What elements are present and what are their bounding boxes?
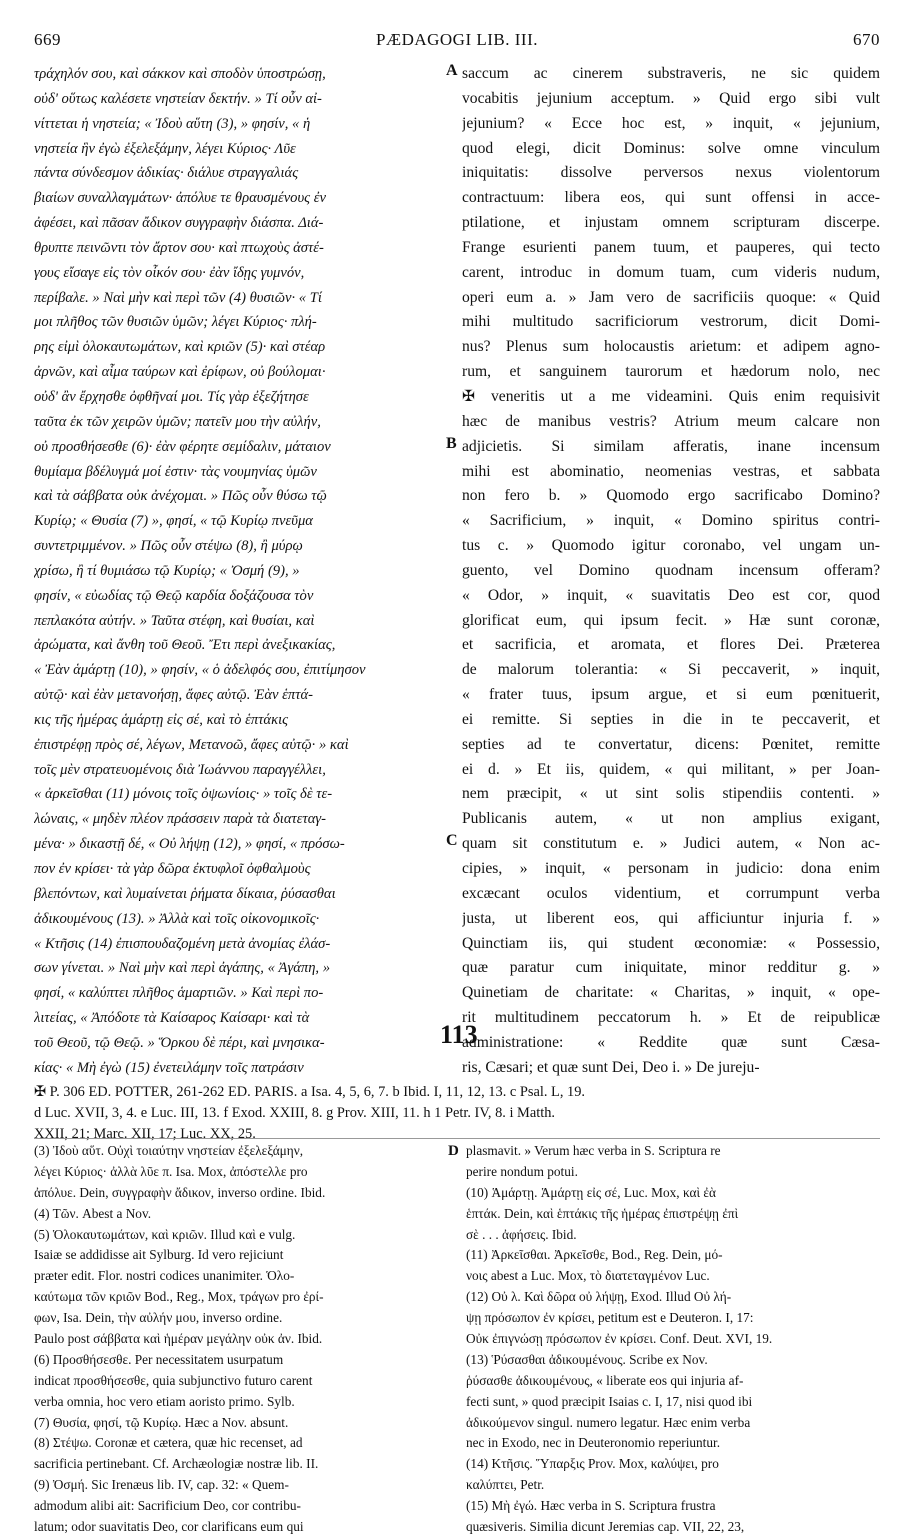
scripture-references [34,1082,880,1145]
footnote-line: Isaiæ se addidisse ait Sylburg. Id vero rejiciunt [34,1247,284,1263]
greek-text-line: φησίν, « εὐωδίας τῷ Θεῷ καρδία δοξάζουσα τὸν [34,587,314,604]
footnote-line: (8) Στέψω. Coronæ et cætera, quæ hic recenset, ad [34,1435,303,1451]
main-text [34,62,880,1081]
footnote-line: (6) Προσθήσεσθε. Per necessitatem usurpatum [34,1351,284,1367]
greek-text-line: λιτείας, « Ἀπόδοτε τὰ Καίσαρος Καίσαρι· καὶ τὰ [34,1010,310,1027]
footnote-line: indicat προσθήσεσθε, quia subjunctivo futuro carent [34,1372,313,1388]
latin-text-line: septies ad te convertatur, dicens: Pœnitet, remitte [462,735,880,753]
latin-text-line: ei remitte. Si septies in die in te peccaverit, et [462,710,880,728]
right-page-number: 670 [852,30,880,49]
latin-text-line: non fero b. » Quomodo ergo sacrificabo Domino? [462,487,880,505]
footnote-line: (9) Ὀσμή. Sic Irenæus lib. IV, cap. 32: « Quem- [34,1477,289,1493]
section-marker-c: C [446,832,458,849]
greek-text-line: χρίσω, ἢ τί θυμιάσω τῷ Κυρίῳ; « Ὀσμή (9), » [34,562,300,579]
footnote-line: φων, Isa. Dein, τὴν αὐλήν μου, inverso ordine. [34,1310,283,1326]
section-marker-d: D [448,1143,459,1159]
footnote-line: σὲ . . . ἀφήσεις. Ibid. [466,1226,577,1242]
footnote-line: (14) Κτῆσις. Ὕπαρξις Prov. Mox, καλύψει, pro [466,1456,719,1472]
latin-text-line: saccum ac cinerem substraveris, ne sic quidem [462,65,880,82]
footnote-line: καλύπτει, Petr. [466,1477,545,1493]
latin-text-line: rit multitudinem peccatorum h. » Et de reipublicæ [462,1009,880,1027]
latin-text-line: justa, ut liberent eos, qui afficiuntur injuria f. » [462,909,880,927]
greek-text-line: αὐτῷ· καὶ ἐὰν μετανοήσῃ, ἄφες αὐτῷ. Ἐὰν ἑπτά- [34,687,313,704]
latin-text-line: carent, introduc in domum tuam, cum videris nudum, [462,263,880,281]
latin-text-line: adjicietis. Si similam afferatis, inane incensum [462,437,880,455]
footnote-line: (4) Τῶν. Abest a Nov. [34,1205,152,1221]
footnote-line: perire nondum potui. [466,1163,578,1179]
latin-text-line: ris, Cæsari; et quæ sunt Dei, Deo i. » De jureju- [462,1058,760,1076]
footnote-line: fecti sunt, » quod præcipit Isaias c. I, 17, nisi quod ibi [466,1393,753,1409]
greek-text-line: νίττεται ἡ νηστεία; « Ἰδοὺ αὕτη (3), » φησίν, « ἡ [34,115,311,132]
greek-text-line: τράχηλόν σου, καὶ σάκκον καὶ σποδὸν ὑποστρώσῃ, [34,66,326,82]
reference-line: ✠ P. 306 ED. POTTER, 261-262 ED. PARIS. a Isa. 4, 5, 6, 7. b Ibid. I, 11, 12, 13. c Psal. L, 19. [34,1084,586,1100]
latin-text-line: quam sit constitutum e. » Judici autem, « Non ac- [462,835,880,853]
latin-text-line: nem præcipit, « ut sint solis stipendiis contenti. » [462,785,880,803]
footnote-line: admodum alibi ait: Sacrificium Deo, cor contribu- [34,1498,301,1514]
greek-text-line: ἀρνῶν, καὶ αἷμα ταύρων καὶ ἐρίφων, οὐ βούλομαι· [34,364,326,381]
edition-page-number: 113 [440,1020,478,1049]
latin-text-line: contractuum: libera eos, qui sunt offensi in acce- [462,189,880,207]
greek-text-line: « Κτῆσις (14) ἐπισπουδαζομένη μετὰ ἀνομίας ἐλάσ- [34,935,331,952]
latin-text-line: cipies, » inquit, « personam in judicio: dona enim [462,860,880,877]
latin-text-line: operi eum a. » Jam vero de sacrificiis quoque: « Quid [462,288,880,306]
footnote-line: (11) Ἀρκεῖσθαι. Ἀρκεῖσθε, Bod., Reg. Dein, μό- [466,1247,723,1263]
footnote-line: ἀπόλυε. Dein, συγγραφὴν ἄδικον, inverso ordine. Ibid. [34,1184,326,1200]
greek-text-line: μένα· » δικαστῇ δέ, « Οὐ λήψῃ (12), » φησί, « πρόσω- [34,836,345,853]
greek-text-line: κίας· « Μὴ ἐγὼ (15) ἐνετειλάμην τοῖς πατράσιν [34,1059,304,1076]
footnote-line: ῥύσασθε ἀδικουμένους, « liberate eos qui injuria af- [466,1372,744,1388]
greek-text-line: οὐδ' οὕτως καλέσετε νηστείαν δεκτήν. » Τί οὖν αἰ- [34,90,322,107]
latin-text-line: Frange esurienti panem tuum, et pauperes, qui tecto [462,238,880,256]
greek-text-line: οὐδ' ἂν ἔρχησθε ὀφθῆναί μοι. Τίς γὰρ ἐξεζήτησε [34,388,309,405]
latin-text-line: rum, et sanguinem taurorum et hædorum nolo, nec [462,363,880,381]
greek-text-line: κις τῆς ἡμέρας ἁμάρτῃ εἰς σέ, καὶ τὸ ἑπτάκις [34,711,289,728]
greek-text-line: γους εἴσαγε εἰς τὸν οἶκόν σου· ἐὰν ἴδῃς γυμνόν, [34,264,305,281]
greek-text-line: Κυρίῳ; « Θυσία (7) », φησί, « τῷ Κυρίῳ πνεῦμα [34,513,313,530]
footnote-line: Paulo post σάββατα καὶ ἡμέραν μεγάλην οὐκ ἀν. Ibid. [34,1331,323,1347]
greek-text-line: βλεπόντων, καὶ λυμαίνεται ῥήματα δίκαια, ῥύσασθαι [34,885,336,902]
greek-text-line: λώναις, « μηδὲν πλέον πράσσειν παρὰ τὰ διατεταγ- [34,811,326,828]
greek-text-line: ταῦτα ἐκ τῶν χειρῶν ὑμῶν; πατεῖν μου τὴν αὐλήν, [34,413,321,430]
footnote-line: (7) Θυσία, φησί, τῷ Κυρίῳ. Hæc a Nov. absunt. [34,1414,289,1430]
footnote-line: nec in Exodo, nec in Deuteronomio reperiuntur. [466,1435,721,1451]
footnote-line: Οὐκ ἐπιγνώσῃ πρόσωπον ἐν κρίσει. Conf. Deut. XVI, 19. [466,1331,773,1347]
latin-column [462,62,880,1081]
latin-text-line: excæcant oculos videntium, et corrumpunt verba [462,884,880,902]
greek-text-line: ρης εἰμὶ ὁλοκαυτωμάτων, καὶ κριῶν (5)· καὶ στέαρ [34,339,326,356]
latin-text-line: nus? Plenus sum holocaustis arietum: et adipem agno- [462,338,880,356]
latin-text-line: et sacrificia, et aromata, et flores Dei. Præterea [462,636,880,654]
footnote-line: λέγει Κύριος· ἀλλὰ λῦε π. Isa. Mox, ἀπόστελλε pro [34,1163,308,1179]
greek-text-line: ἐπιστρέφῃ πρὸς σέ, λέγων, Μετανοῶ, ἄφες αὐτῷ· » καὶ [34,736,349,753]
latin-text-line: jejunium? « Ecce hoc est, » inquit, « jejunium, [462,114,880,132]
footnote-line: νοις abest a Luc. Mox, τὸ διατεταγμένον Luc. [466,1268,710,1284]
latin-text-line: administratione: « Reddite quæ sunt Cæsa- [462,1033,880,1051]
footnote-line: καύτωμα τῶν κριῶν Bod., Reg., Mox, τράγων pro ἐρί- [34,1289,324,1305]
section-marker-a: A [446,62,458,79]
greek-text-line: πεπλακότα αὐτήν. » Ταῦτα στέφη, καὶ θυσίαι, καὶ [34,612,315,629]
footnote-line: ἑπτάκ. Dein, καὶ ἑπτάκις τῆς ἡμέρας ἐπιστρέψῃ ἐπὶ [466,1205,739,1221]
latin-text-line: ptilatione, et injustam omnem scripturam discerpe. [462,214,880,232]
greek-text-line: μοι πλῆθος τῶν θυσιῶν ὑμῶν; λέγει Κύριος· πλή- [34,314,317,331]
greek-text-line: ἀδικουμένους (13). » Ἀλλὰ καὶ τοῖς οἰκονομικοῖς· [34,910,320,927]
footnotes-right [466,1141,880,1538]
footnote-line: (15) Μὴ ἐγώ. Hæc verba in S. Scriptura frustra [466,1498,716,1514]
section-markers [444,62,462,1081]
latin-text-line: mihi multitudo sacrificiorum vestrorum, dicit Domi- [462,313,880,331]
latin-text-line: mihi est abominatio, neomenias vestras, et sabbata [462,462,880,480]
greek-text-line: νηστεία ἣν ἐγὼ ἐξελεξάμην, λέγει Κύριος· Λῦε [34,140,296,157]
footnote-line: latum; odor suavitatis Deo, cor clarificans eum qui [34,1519,304,1535]
latin-text-line: « Sacrificium, » inquit, « Domino spiritus contri- [462,512,880,530]
greek-text-line: θρυπτε πεινῶντι τὸν ἄρτον σου· καὶ πτωχοὺς ἀστέ- [34,239,324,256]
latin-text-line: Quinetiam de charitate: « Charitas, » inquit, « ope- [462,984,880,1002]
latin-text-line: « Odor, » inquit, « suavitatis Deo est cor, quod [462,586,880,604]
greek-text-line: σων γίνεται. » Ναὶ μὴν καὶ περὶ ἀγάπης, « Ἀγάπη, » [34,960,331,977]
greek-text-line: θυμίαμα βδέλυγμά μοί ἐστιν· τὰς νουμηνίας ὑμῶν [34,463,317,480]
latin-text-line: ei d. » Et iis, quidem, « qui militant, » per Joan- [462,760,880,778]
footnote-line: ἀδικούμενον singul. numero legatur. Hæc enim verba [466,1414,751,1430]
greek-text-line: « ἀρκεῖσθαι (11) μόνοις τοῖς ὀψωνίοις· » τοῖς δὲ τε- [34,786,333,803]
latin-text-line: tus c. » Quomodo igitur coronabo, vel ungam un- [462,537,880,555]
footnotes [34,1138,880,1538]
latin-text-line: hæc de manibus vestris? Atrium meum calcare non [462,412,880,430]
greek-text-line: ἀφέσει, καὶ πᾶσαν ἄδικον συγγραφὴν διάσπα. Διά- [34,215,324,232]
latin-text-line: vocabitis jejunium acceptum. » Quid ergo sibi vult [462,89,880,107]
footnote-line: (3) Ἰδοὺ αὕτ. Οὐχὶ τοιαύτην νηστείαν ἐξελεξάμην, [34,1143,304,1158]
footnote-line: plasmavit. » Verum hæc verba in S. Scriptura re [466,1143,721,1158]
latin-text-line: glorificat eum, qui ipsum fecit. » Hæ sunt coronæ, [462,611,880,629]
footnote-line: verba omnia, hoc vero etiam aoristo primo. Sylb. [34,1393,295,1409]
footnote-line: quæsiveris. Similia dicunt Jeremias cap. VII, 22, 23, [466,1519,745,1535]
reference-line: XXII, 21; Marc. XII, 17; Luc. XX, 25. [34,1126,256,1142]
greek-text-line: συντετριμμένον. » Πῶς οὖν στέψω (8), ἢ μύρῳ [34,538,303,555]
latin-text-line: quæ paratur cum iniquitate, minor redditur g. » [462,959,880,977]
greek-text-line: πον ἐν κρίσει· τὰ γὰρ δῶρα ἐκτυφλοῖ ὀφθαλμοὺς [34,861,311,877]
footnotes-left [34,1141,448,1538]
latin-text-line: quod elegi, dicit Dominus: solve omne vinculum [462,139,880,157]
running-header [34,30,880,56]
greek-text-line: πάντα σύνδεσμον ἀδικίας· διάλυε στραγγαλιάς [34,165,299,182]
greek-text-line: φησί, « καλύπτει πλῆθος ἁμαρτιῶν. » Καὶ περὶ πο- [34,985,324,1002]
greek-text-line: καὶ τὰ σάββατα οὐκ ἀνέχομαι. » Πῶς οὖν θύσω τῷ [34,488,327,505]
latin-text-line: guento, vel Domino quodnam incensum offeram? [462,561,880,579]
latin-text-line: de malorum tolerantia: « Si peccaverit, » inquit, [462,661,880,679]
footnote-line: præter edit. Flor. nostri codices unanimiter. Ὁλο- [34,1268,295,1284]
footnote-line: (13) Ῥύσασθαι ἀδικουμένους. Scribe ex Nov. [466,1351,708,1367]
left-page-number: 669 [34,30,61,49]
section-marker-b: B [446,435,457,452]
latin-text-line: Quinctiam iis, qui student œconomiæ: « Possessio, [462,934,880,952]
latin-text-line: « frater tuus, ipsum argue, et si eum pœnituerit, [462,686,880,704]
footnote-line: (5) Ὁλοκαυτωμάτων, καὶ κριῶν. Illud καὶ e vulg. [34,1226,296,1242]
latin-text-line: Publicanis autem, « ut non amplius exigant, [462,810,880,828]
greek-text-line: βιαίων συναλλαγμάτων· ἀπόλυε τε θραυσμένους ἐν [34,190,326,207]
greek-text-line: τοῖς μὲν στρατευομένοις διὰ Ἰωάννου παραγγέλλει, [34,761,326,778]
greek-text-line: τοῦ Θεοῦ, τῷ Θεῷ. » Ὅρκου δὲ πέρι, καὶ μνησικα- [34,1034,325,1051]
latin-text-line: iniquitatis: dissolve perversos nexus violentorum [462,164,880,182]
greek-text-line: περίβαλε. » Ναὶ μὴν καὶ περὶ τῶν (4) θυσιῶν· « Τί [34,289,322,306]
reference-line: d Luc. XVII, 3, 4. e Luc. III, 13. f Exod. XXIII, 8. g Prov. XIII, 11. h 1 Petr. IV, 8. i Matth. [34,1105,556,1121]
greek-text-line: ἀρώματα, καὶ ἄνθη τοῦ Θεοῦ. Ἔτι περὶ ἀνεξικακίας, [34,637,336,654]
footnote-line: ψῃ πρόσωπον ἐν κρίσει, petitum est e Deuteron. I, 17: [466,1310,754,1326]
latin-text-line: ✠ veneritis ut a me videamini. Quis enim requisivit [462,387,880,405]
footnote-line: (12) Οὐ λ. Καὶ δῶρα οὐ λήψῃ, Exod. Illud Οὐ λή- [466,1289,732,1305]
footnote-line: (10) Ἁμάρτῃ. Ἁμάρτῃ εἰς σέ, Luc. Mox, καὶ ἐὰ [466,1184,716,1200]
greek-column [34,62,444,1081]
footnote-line: sacrificia pertinebant. Cf. Archæologiæ nostræ lib. II. [34,1456,319,1472]
greek-text-line: οὐ προσθήσεσθε (6)· ἐὰν φέρητε σεμίδαλιν, μάταιον [34,438,331,455]
greek-text-line: « Ἐὰν ἁμάρτῃ (10), » φησίν, « ὁ ἀδελφός σου, ἐπιτίμησον [34,662,366,679]
running-title: PÆDAGOGI LIB. III. [376,30,538,49]
